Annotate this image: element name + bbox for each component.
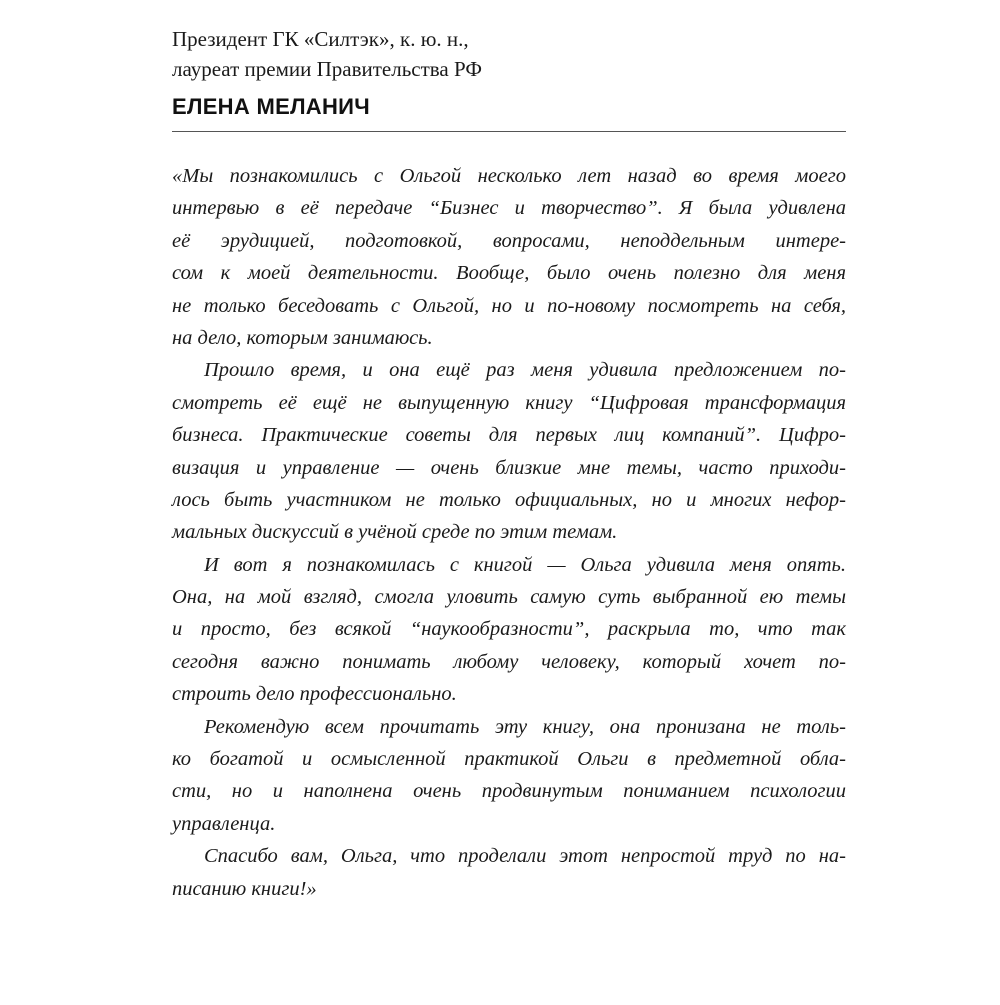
text-line: управленца. xyxy=(172,812,276,835)
horizontal-divider xyxy=(172,131,846,132)
text-line: Прошло время, и она ещё раз меня удивила предложением по- xyxy=(204,359,846,382)
author-name: ЕЛЕНА МЕЛАНИЧ xyxy=(172,94,371,119)
testimonial-text xyxy=(172,160,846,905)
text-line: «Мы познакомились с Ольгой несколько лет назад во время моего xyxy=(172,165,846,187)
text-line: сом к моей деятельности. Вообще, было очень полезно для меня xyxy=(172,262,846,285)
text-line: ко богатой и осмысленной практикой Ольги в предметной обла- xyxy=(172,748,846,771)
affiliation-line: лауреат премии Правительства РФ xyxy=(172,57,482,81)
text-line: мальных дискуссий в учёной среде по этим темам. xyxy=(172,521,618,544)
text-line: и просто, без всякой “наукообразности”, раскрыла то, что так xyxy=(172,618,846,641)
text-line: визация и управление — очень близкие мне темы, часто приходи- xyxy=(172,456,846,479)
text-line: бизнеса. Практические советы для первых лиц компаний”. Цифро- xyxy=(172,424,846,447)
text-line: лось быть участником не только официальных, но и многих нефор- xyxy=(172,488,846,511)
text-line: на дело, которым занимаюсь. xyxy=(172,326,433,349)
text-line: Она, на мой взгляд, смогла уловить самую суть выбранной ею темы xyxy=(172,586,846,609)
text-line: писанию книги!» xyxy=(172,877,317,900)
text-line: смотреть её ещё не выпущенную книгу “Цифровая трансформация xyxy=(172,391,846,414)
text-line: Спасибо вам, Ольга, что проделали этот непростой труд по на- xyxy=(204,845,846,868)
text-line: строить дело профессионально. xyxy=(172,683,457,706)
text-line: сегодня важно понимать любому человеку, который хочет по- xyxy=(172,650,846,673)
text-line: её эрудицией, подготовкой, вопросами, неподдельным интере- xyxy=(172,229,846,252)
text-line: Рекомендую всем прочитать эту книгу, она пронизана не толь- xyxy=(204,715,846,738)
text-line: сти, но и наполнена очень продвинутым пониманием психологии xyxy=(172,780,846,803)
text-line: И вот я познакомилась с книгой — Ольга удивила меня опять. xyxy=(204,553,846,576)
text-line: интервью в её передаче “Бизнес и творчество”. Я была удивлена xyxy=(172,197,846,220)
affiliation-line: Президент ГК «Силтэк», к. ю. н., xyxy=(172,27,469,51)
author-affiliation xyxy=(172,24,852,84)
text-line: не только беседовать с Ольгой, но и по-новому посмотреть на себя, xyxy=(172,294,846,317)
